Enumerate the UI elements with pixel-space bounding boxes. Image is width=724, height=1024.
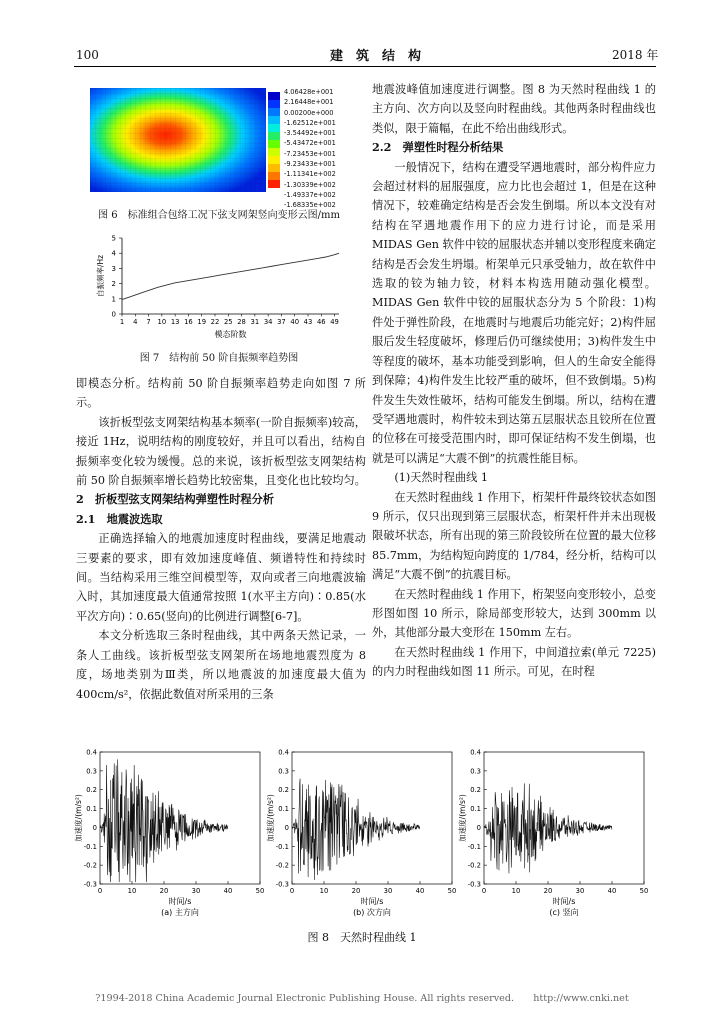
legend-label: -9.23433e+001	[284, 160, 336, 169]
x-tick-label: 1	[119, 318, 125, 326]
fig8-chart-a	[70, 744, 270, 924]
x-tick-label: 40	[607, 887, 617, 895]
year: 2018 年	[612, 48, 659, 62]
subfigure-label: (b) 次方向	[353, 908, 391, 917]
x-tick-label: 50	[639, 887, 649, 895]
y-tick-label: -0.2	[275, 861, 289, 870]
acceleration-series-line	[292, 779, 420, 880]
paragraph: (1)天然时程曲线 1	[394, 471, 489, 485]
page-number: 100	[76, 48, 99, 62]
y-tick-label: 0.4	[470, 748, 481, 757]
y-tick-label: -0.1	[275, 842, 289, 851]
x-axis-label: 时间/s	[168, 897, 192, 906]
y-tick-label: 0.4	[86, 748, 97, 757]
y-tick-label: 5	[111, 234, 116, 243]
y-tick-label: -0.2	[83, 861, 97, 870]
y-axis-label: 加速度/(m/s²)	[74, 794, 83, 842]
x-tick-label: 20	[351, 887, 361, 895]
y-tick-label: -0.1	[83, 842, 97, 851]
paragraph: 地震波峰值加速度进行调整。图 8 为天然时程曲线 1 的主方向、次方向以及竖向时程曲线。其他两条时程曲线也类似，限于篇幅，在此不给出曲线形式。	[372, 83, 656, 135]
x-tick-label: 30	[383, 887, 393, 895]
y-tick-label: 2	[111, 280, 116, 289]
legend-label: 0.00200e+000	[284, 108, 334, 117]
legend-label: -1.68335e+002	[284, 201, 336, 210]
x-tick-label: 34	[263, 318, 273, 326]
paragraph: 在天然时程曲线 1 作用下，中间道拉索(单元 7225)的内力时程曲线如图 11 所示。可见，在时程	[372, 645, 656, 679]
legend-label: -1.30339e+002	[284, 180, 336, 189]
fig8-caption: 图 8 天然时程曲线 1	[307, 931, 417, 944]
x-tick-label: 0	[97, 887, 103, 895]
x-tick-label: 10	[511, 887, 521, 895]
x-tick-label: 7	[146, 318, 151, 326]
x-tick-label: 4	[133, 318, 138, 326]
legend-label: -1.62512e+001	[284, 118, 336, 127]
y-tick-label: 0	[111, 310, 116, 319]
section-heading: 2 折板型弦支网架结构弹塑性时程分析	[76, 492, 274, 507]
y-tick-label: -0.3	[275, 880, 289, 889]
y-tick-label: 0	[92, 823, 97, 832]
fig7-chart	[84, 228, 354, 346]
copyright-footer: ?1994-2018 China Academic Journal Electronic Publishing House. All rights reserved. http://www.cnki.net	[95, 993, 629, 1004]
frequency-series-line	[122, 253, 339, 299]
fig6-contour	[90, 88, 266, 192]
y-tick-label: 0	[476, 823, 481, 832]
y-tick-label: -0.2	[467, 861, 481, 870]
journal-title: 建 筑 结 构	[330, 49, 422, 64]
fig6-color-scale	[268, 92, 280, 188]
y-tick-label: 0.3	[278, 767, 289, 776]
y-tick-label: -0.3	[467, 880, 481, 889]
paragraph: 即模态分析。结构前 50 阶自振频率趋势走向如图 7 所示。	[76, 377, 366, 410]
y-tick-label: 0.1	[278, 805, 289, 814]
subsection-heading: 2.1 地震波选取	[76, 511, 163, 526]
x-tick-label: 37	[277, 318, 286, 326]
paragraph: 一般情况下，结构在遭受罕遇地震时，部分构件应力会超过材料的屈服强度，应力比也会超过 1，但是在这种情况下，较难确定结构是否会发生倒塌。所以本文没有对结构在罕遇地震作用下的应力进行讨论，而是采用 MIDAS Gen 软件中铰的屈服状态并辅以变形程度来确定结构是否会发生坍塌。桁架单元只承受轴力，故在软件中选取的铰为轴力铰，材料本构选用随动强化模型。MIDAS Gen 软件中铰的屈服状态分为 5 个阶段：1)构件处于弹性阶段，在地震时与地震后功能完好；2)构件屈服后发生轻度破坏，修理后仍可继续使用；3)构件发生中等程度的破坏，基本功能受到影响，但人的生命安全能得到保障；4)构件发生比较严重的破坏，但不致倒塌。5)构件发生失效性破坏，结构可能发生倒塌。所以，结构在遭受罕遇地震时，构件较未到达第五层服状态且铰所在位置的位移在可接受范围内时，即可保证结构不发生倒塌，也就是可以满足“大震不倒”的抗震性能目标。	[372, 160, 656, 465]
y-tick-label: 0.2	[86, 786, 97, 795]
y-tick-label: 0	[284, 823, 289, 832]
x-tick-label: 49	[330, 318, 339, 326]
paragraph: 正确选择输入的地震加速度时程曲线，要满足地震动三要素的要求，即有效加速度峰值、频谱特性和持续时间。当结构采用三维空间模型等，双向或者三向地震波输入时，其加速度最大值通常按照 1(水平主方向)∶0.85(水平次方向)∶0.65(竖向)的比例进行调整[6-7]。	[76, 532, 366, 623]
y-tick-label: 0.2	[278, 786, 289, 795]
x-axis-label: 模态阶数	[214, 330, 247, 339]
paragraph: 该折板型弦支网架结构基本频率(一阶自振频率)较高，接近 1Hz，说明结构的刚度较好，并且可以看出，结构自振频率变化较为缓慢。总的来说，该折板型弦支网架结构前 50 阶自振频率增长趋势比较密集，且变化也比较均匀。	[76, 415, 366, 488]
y-axis-label: 自振频率/Hz	[96, 254, 105, 298]
x-tick-label: 13	[170, 318, 180, 326]
x-tick-label: 0	[289, 887, 295, 895]
y-tick-label: 0.1	[470, 805, 481, 814]
acceleration-series-line	[100, 759, 228, 882]
legend-label: -1.49337e+002	[284, 190, 336, 199]
acceleration-series-line	[484, 783, 612, 873]
y-tick-label: 3	[111, 264, 116, 273]
x-tick-label: 0	[481, 887, 487, 895]
y-axis-label: 加速度/(m/s²)	[458, 794, 467, 842]
x-tick-label: 43	[303, 318, 313, 326]
x-axis-label: 时间/s	[360, 897, 384, 906]
y-tick-label: -0.3	[83, 880, 97, 889]
fig7-caption: 图 7 结构前 50 阶自振频率趋势图	[139, 353, 299, 364]
y-tick-label: -0.1	[467, 842, 481, 851]
x-tick-label: 19	[197, 318, 207, 326]
subfigure-label: (a) 主方向	[161, 908, 199, 917]
x-tick-label: 10	[157, 318, 167, 326]
x-tick-label: 31	[250, 318, 260, 326]
x-tick-label: 50	[447, 887, 457, 895]
header-rule	[74, 66, 656, 67]
legend-label: -7.23453e+001	[284, 149, 336, 158]
paragraph: 本文分析选取三条时程曲线，其中两条天然记录，一条人工曲线。该折板型弦支网架所在场地地震烈度为 8 度，场地类别为Ⅲ类，所以地震波的加速度最大值为 400cm/s²，依据此数值对所采用的三条	[76, 629, 366, 701]
y-tick-label: 0.3	[470, 767, 481, 776]
x-axis-label: 时间/s	[552, 897, 576, 906]
x-tick-label: 40	[223, 887, 233, 895]
x-tick-label: 10	[319, 887, 329, 895]
x-tick-label: 46	[316, 318, 326, 326]
legend-label: 4.06428e+001	[284, 88, 334, 96]
x-tick-label: 10	[127, 887, 137, 895]
paragraph: 在天然时程曲线 1 作用下，桁架杆件最终铰状态如图 9 所示，仅只出现到第三层服状态，桁架杆件并未出现极限破坏状态，所有出现的第三阶段铰所在位置的最大位移 85.7mm，为结构短向跨度的 1/784，经分析，结构可以满足“大震不倒”的抗震目标。	[372, 490, 656, 582]
subsection-heading: 2.2 弹塑性时程分析结果	[372, 140, 504, 155]
fig6-legend	[284, 87, 336, 211]
subfigure-label: (c) 竖向	[549, 908, 579, 917]
y-tick-label: 0.2	[470, 786, 481, 795]
x-tick-label: 20	[543, 887, 553, 895]
y-tick-label: 0.1	[86, 805, 97, 814]
x-tick-label: 40	[415, 887, 425, 895]
right-column	[372, 80, 656, 682]
legend-label: -1.11341e+002	[284, 170, 336, 179]
left-column	[76, 374, 366, 704]
x-tick-label: 50	[255, 887, 265, 895]
y-tick-label: 0.4	[278, 748, 289, 757]
x-tick-label: 20	[159, 887, 169, 895]
x-tick-label: 22	[210, 318, 220, 326]
y-tick-label: 0.3	[86, 767, 97, 776]
y-tick-label: 1	[111, 295, 116, 304]
x-tick-label: 30	[191, 887, 201, 895]
legend-label: -5.43472e+001	[284, 139, 336, 148]
x-tick-label: 40	[290, 318, 300, 326]
contour-mesh	[90, 88, 266, 192]
legend-label: -3.54492e+001	[284, 129, 336, 138]
paragraph: 在天然时程曲线 1 作用下，桁架竖向变形较小，总变形图如图 10 所示，除局部变形较大，达到 300mm 以外，其他部分最大变形在 150mm 左右。	[372, 587, 656, 640]
x-tick-label: 30	[575, 887, 585, 895]
x-tick-label: 28	[237, 318, 246, 326]
fig6-caption: 图 6 标准组合包络工况下弦支网架竖向变形云图/mm	[98, 210, 340, 221]
y-tick-label: 4	[111, 249, 116, 258]
x-tick-label: 25	[223, 318, 233, 326]
fig8-chart-b	[262, 744, 462, 924]
x-tick-label: 16	[184, 318, 193, 326]
y-axis-label: 加速度/(m/s²)	[266, 794, 275, 842]
legend-label: 2.16448e+001	[284, 98, 334, 107]
fig8-chart-c	[454, 744, 654, 924]
